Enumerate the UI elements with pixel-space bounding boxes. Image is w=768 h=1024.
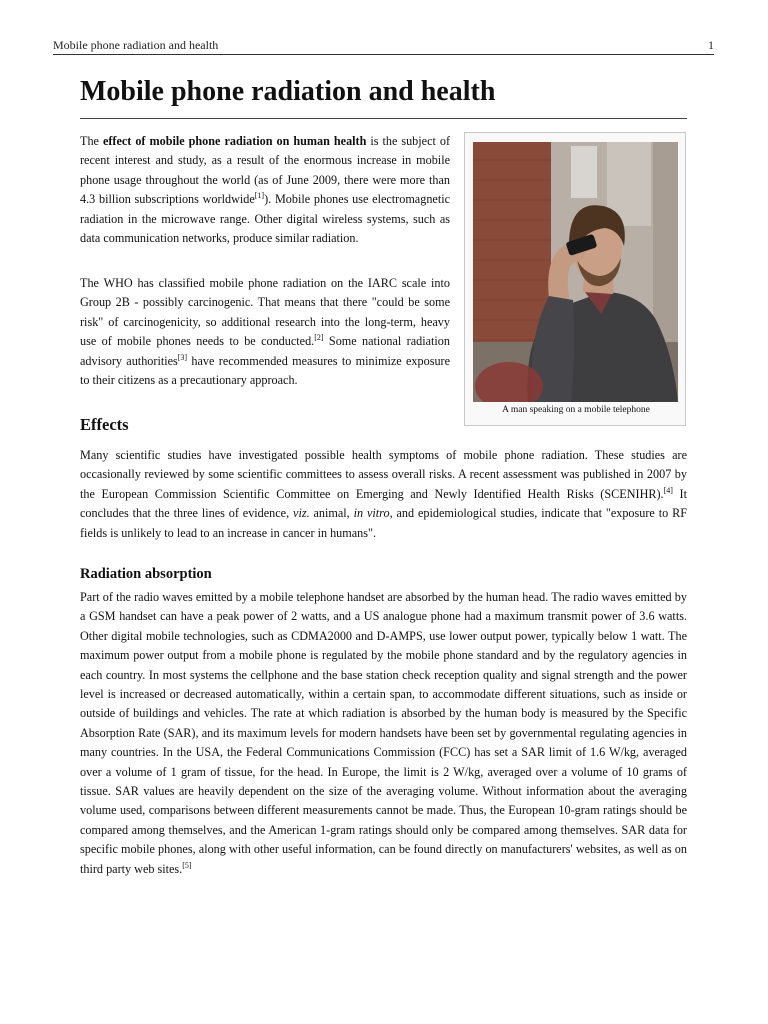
intro-paragraph-2: The WHO has classified mobile phone radiation on the IARC scale into Group 2B - possibly carcinogenic. That means that there "could be some risk" of carcinogenicity, so additional research into the long-term, heavy use of mobile phones needs to be conducted.[2] Some national radiation advisory authorities[3] have recommended measures to minimize exposure to their citizens as a precautionary approach. bbox=[80, 276, 451, 388]
ref-4-link[interactable]: [4] bbox=[663, 485, 673, 495]
bold-term: effect of mobile phone radiation on human health bbox=[102, 134, 367, 148]
effects-paragraph: Many scientific studies have investigated possible health symptoms of mobile phone radiation. These studies are occasionally reviewed by some scientific committees to assess overall risks. A recent assessment was published in 2007 by the European Commission Scientific Committee on Emerging and Newly Identified Health Risks (SCENIHR).[4] It concludes that the three lines of evidence, viz. animal, in vitro, and epidemiological studies, indicate that "exposure to RF fields is unlikely to lead to an increase in cancer in humans". bbox=[80, 448, 687, 540]
title-rule bbox=[80, 118, 687, 119]
section-heading-effects: Effects bbox=[80, 415, 129, 434]
intro-paragraph-1: The effect of mobile phone radiation on human health is the subject of recent interest and study, as a result of the enormous increase in mobile phone usage throughout the world (as of June 2009, there were more than 4.3 billion subscriptions worldwide[1]). Mobile phones use electromagnetic radiation in the microwave range. Other digital wireless systems, such as data communication networks, produce similar radiation. bbox=[80, 134, 450, 246]
italic-viz: viz. bbox=[293, 506, 310, 521]
ref-3-link[interactable]: [3] bbox=[177, 352, 188, 362]
figure-box bbox=[464, 132, 686, 426]
ref-1-link[interactable]: [1] bbox=[254, 191, 265, 201]
italic-in-vitro: in vitro bbox=[353, 506, 390, 521]
man-on-phone-photo bbox=[473, 142, 678, 402]
ref-2-link[interactable]: [2] bbox=[314, 333, 324, 343]
section-heading-radiation-absorption: Radiation absorption bbox=[80, 566, 212, 582]
header-rule bbox=[53, 54, 714, 55]
figure-caption: A man speaking on a mobile telephone bbox=[502, 405, 650, 415]
page-title: Mobile phone radiation and health bbox=[80, 76, 496, 107]
ref-5-link[interactable]: [5] bbox=[182, 860, 192, 870]
running-title: Mobile phone radiation and health bbox=[53, 38, 219, 52]
running-header bbox=[53, 38, 714, 53]
radiation-paragraph: Part of the radio waves emitted by a mobile telephone handset are absorbed by the human head. The radio waves emitted by a GSM handset can have a peak power of 2 watts, and a US analogue phone had a maximum transmit power of 3.6 watts. Other digital mobile technologies, such as CDMA2000 and D-AMPS, use lower output power, typically below 1 watt. The maximum power output from a mobile phone is regulated by the mobile phone standard and by the regulatory agencies in each country. In most systems the cellphone and the base station check reception quality and signal strength and the power level is increased or decreased automatically, within a certain span, to accommodate different situations, such as inside or outside of buildings and vehicles. The rate at which radiation is absorbed by the human body is measured by the Specific Absorption Rate (SAR), and its maximum levels for modern handsets have been set by governmental regulating agencies in many countries. In the USA, the Federal Communications Commission (FCC) has set a SAR limit of 1.6 W/kg, averaged over a volume of 1 gram of tissue, for the head. In Europe, the limit is 2 W/kg, averaged over a volume of 10 grams of tissue. SAR values are heavily dependent on the size of the averaging volume. Without information about the averaging volume used, comparisons between different measurements cannot be made. Thus, the European 10-gram ratings should be compared among themselves, and the American 1-gram ratings should only be compared among themselves. SAR data for specific mobile phones, along with other useful information, can be found directly on manufacturers' websites, as well as on third party web sites.[5] bbox=[80, 590, 687, 876]
page-number: 1 bbox=[708, 38, 714, 52]
